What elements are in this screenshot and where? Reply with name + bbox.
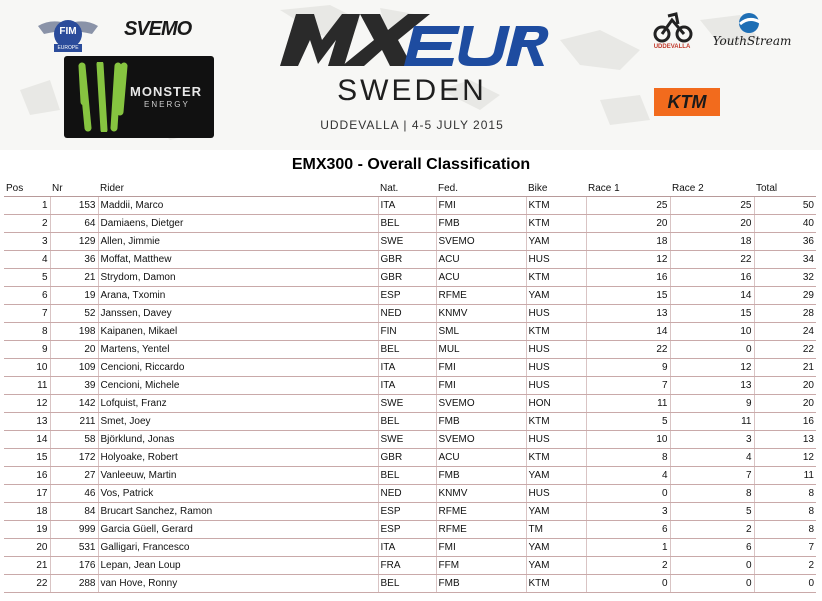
cell-bike: YAM [526,503,586,521]
cell-pos: 20 [4,539,50,557]
cell-fed: RFME [436,287,526,305]
cell-nr: 153 [50,197,98,215]
uddevalla-label: UDDEVALLA [653,44,691,50]
cell-race1: 1 [586,539,670,557]
cell-nat: ITA [378,197,436,215]
cell-total: 22 [754,341,816,359]
table-row [4,413,816,431]
cell-total: 20 [754,377,816,395]
cell-rider: Cencioni, Michele [98,377,378,395]
cell-race2: 12 [670,359,754,377]
cell-race1: 18 [586,233,670,251]
cell-total: 11 [754,467,816,485]
col-header-pos: Pos [4,180,50,197]
col-header-race2: Race 2 [670,180,754,197]
cell-nat: SWE [378,233,436,251]
cell-total: 8 [754,503,816,521]
cell-rider: Lepan, Jean Loup [98,557,378,575]
cell-rider: Martens, Yentel [98,341,378,359]
cell-pos: 15 [4,449,50,467]
cell-race2: 3 [670,431,754,449]
event-venue-date: UDDEVALLA | 4-5 JULY 2015 [320,118,504,132]
cell-bike: HON [526,395,586,413]
cell-total: 12 [754,449,816,467]
table-row [4,251,816,269]
results-table [4,180,816,593]
cell-nat: BEL [378,467,436,485]
table-row [4,575,816,593]
event-country: SWEDEN [337,74,487,107]
cell-race2: 7 [670,467,754,485]
cell-total: 13 [754,431,816,449]
svemo-label: SVEMO [124,18,192,40]
cell-nr: 52 [50,305,98,323]
table-row [4,467,816,485]
cell-fed: ACU [436,449,526,467]
cell-race2: 9 [670,395,754,413]
cell-race2: 5 [670,503,754,521]
cell-nat: ESP [378,503,436,521]
cell-nr: 36 [50,251,98,269]
cell-rider: Vanleeuw, Martin [98,467,378,485]
cell-nr: 84 [50,503,98,521]
cell-nr: 129 [50,233,98,251]
classification-title: EMX300 - Overall Classification [291,156,531,173]
cell-race2: 11 [670,413,754,431]
cell-fed: KNMV [436,305,526,323]
cell-bike: KTM [526,413,586,431]
col-header-nat: Nat. [378,180,436,197]
cell-race1: 20 [586,215,670,233]
cell-nr: 19 [50,287,98,305]
uddevalla-logo [650,8,694,56]
fim-europe-logo [36,14,100,54]
cell-pos: 21 [4,557,50,575]
fim-sub-label: EUROPE [57,45,79,51]
monster-sub-label: ENERGY [144,100,190,109]
cell-rider: Damiaens, Dietger [98,215,378,233]
cell-race2: 13 [670,377,754,395]
cell-fed: FMI [436,539,526,557]
table-row [4,305,816,323]
cell-race1: 22 [586,341,670,359]
cell-nr: 198 [50,323,98,341]
cell-nat: GBR [378,269,436,287]
cell-nr: 531 [50,539,98,557]
cell-pos: 13 [4,413,50,431]
cell-race1: 7 [586,377,670,395]
cell-pos: 10 [4,359,50,377]
cell-bike: HUS [526,251,586,269]
cell-race2: 10 [670,323,754,341]
table-row [4,197,816,215]
cell-race1: 0 [586,485,670,503]
cell-total: 8 [754,485,816,503]
cell-nr: 999 [50,521,98,539]
cell-fed: RFME [436,503,526,521]
cell-pos: 11 [4,377,50,395]
cell-race1: 8 [586,449,670,467]
table-row [4,359,816,377]
cell-bike: HUS [526,341,586,359]
cell-rider: Arana, Txomin [98,287,378,305]
cell-race2: 16 [670,269,754,287]
cell-pos: 22 [4,575,50,593]
cell-race1: 13 [586,305,670,323]
cell-rider: Allen, Jimmie [98,233,378,251]
cell-bike: HUS [526,305,586,323]
col-header-total: Total [754,180,816,197]
table-row [4,233,816,251]
cell-pos: 14 [4,431,50,449]
cell-bike: KTM [526,197,586,215]
cell-fed: FMB [436,215,526,233]
cell-rider: Lofquist, Franz [98,395,378,413]
cell-fed: KNMV [436,485,526,503]
cell-race1: 0 [586,575,670,593]
cell-nat: NED [378,305,436,323]
cell-nr: 288 [50,575,98,593]
cell-nat: NED [378,485,436,503]
cell-pos: 4 [4,251,50,269]
cell-pos: 5 [4,269,50,287]
table-row [4,269,816,287]
cell-race2: 14 [670,287,754,305]
cell-bike: HUS [526,377,586,395]
svemo-logo [124,18,214,42]
cell-race1: 14 [586,323,670,341]
table-header-row [4,180,816,197]
cell-total: 29 [754,287,816,305]
cell-total: 32 [754,269,816,287]
col-header-race1: Race 1 [586,180,670,197]
cell-bike: HUS [526,359,586,377]
col-header-bike: Bike [526,180,586,197]
cell-total: 2 [754,557,816,575]
cell-nat: GBR [378,251,436,269]
cell-fed: SVEMO [436,395,526,413]
cell-pos: 3 [4,233,50,251]
cell-nat: FRA [378,557,436,575]
cell-nat: BEL [378,341,436,359]
cell-pos: 19 [4,521,50,539]
cell-pos: 18 [4,503,50,521]
cell-race2: 22 [670,251,754,269]
cell-total: 7 [754,539,816,557]
cell-fed: SVEMO [436,431,526,449]
cell-race2: 0 [670,557,754,575]
cell-nat: ESP [378,521,436,539]
cell-bike: KTM [526,449,586,467]
cell-fed: MUL [436,341,526,359]
cell-total: 28 [754,305,816,323]
cell-fed: FMI [436,359,526,377]
cell-race2: 6 [670,539,754,557]
cell-pos: 8 [4,323,50,341]
cell-rider: Cencioni, Riccardo [98,359,378,377]
table-row [4,503,816,521]
table-row [4,395,816,413]
cell-race2: 25 [670,197,754,215]
cell-race1: 9 [586,359,670,377]
cell-fed: SML [436,323,526,341]
table-row [4,557,816,575]
cell-nr: 109 [50,359,98,377]
cell-nat: ITA [378,377,436,395]
cell-nat: SWE [378,395,436,413]
cell-pos: 6 [4,287,50,305]
cell-bike: HUS [526,431,586,449]
cell-nat: GBR [378,449,436,467]
cell-nr: 39 [50,377,98,395]
cell-pos: 17 [4,485,50,503]
cell-race1: 3 [586,503,670,521]
cell-race2: 0 [670,341,754,359]
cell-race2: 8 [670,485,754,503]
results-body [4,197,816,593]
header-banner [0,0,822,150]
cell-bike: KTM [526,215,586,233]
table-row [4,521,816,539]
table-row [4,485,816,503]
cell-pos: 9 [4,341,50,359]
cell-nat: SWE [378,431,436,449]
cell-pos: 7 [4,305,50,323]
cell-nr: 58 [50,431,98,449]
cell-total: 40 [754,215,816,233]
cell-rider: Vos, Patrick [98,485,378,503]
cell-bike: KTM [526,575,586,593]
cell-total: 50 [754,197,816,215]
table-row [4,287,816,305]
cell-rider: Garcia Güell, Gerard [98,521,378,539]
cell-rider: Galligari, Francesco [98,539,378,557]
cell-nat: ITA [378,359,436,377]
monster-label: MONSTER [130,84,202,99]
cell-fed: FMB [436,467,526,485]
mxeuro-logo [272,4,552,70]
ktm-label: KTM [667,92,707,112]
cell-race1: 16 [586,269,670,287]
cell-fed: FMB [436,413,526,431]
cell-total: 16 [754,413,816,431]
cell-race1: 25 [586,197,670,215]
cell-fed: FMI [436,377,526,395]
table-row [4,323,816,341]
cell-bike: YAM [526,557,586,575]
cell-rider: Moffat, Matthew [98,251,378,269]
cell-bike: YAM [526,287,586,305]
table-row [4,215,816,233]
cell-fed: ACU [436,251,526,269]
cell-race1: 5 [586,413,670,431]
cell-nat: BEL [378,575,436,593]
cell-pos: 12 [4,395,50,413]
cell-rider: Strydom, Damon [98,269,378,287]
cell-race2: 18 [670,233,754,251]
col-header-nr: Nr [50,180,98,197]
cell-nat: ESP [378,287,436,305]
table-row [4,539,816,557]
table-row [4,341,816,359]
cell-race1: 15 [586,287,670,305]
cell-nr: 172 [50,449,98,467]
cell-nat: ITA [378,539,436,557]
cell-bike: TM [526,521,586,539]
col-header-fed: Fed. [436,180,526,197]
cell-race1: 12 [586,251,670,269]
cell-rider: Brucart Sanchez, Ramon [98,503,378,521]
cell-nr: 20 [50,341,98,359]
cell-total: 8 [754,521,816,539]
cell-bike: KTM [526,269,586,287]
cell-race1: 2 [586,557,670,575]
cell-pos: 2 [4,215,50,233]
table-row [4,431,816,449]
mxeuro-text [272,0,273,1]
cell-race1: 4 [586,467,670,485]
cell-race2: 0 [670,575,754,593]
cell-bike: HUS [526,485,586,503]
cell-nr: 64 [50,215,98,233]
cell-nr: 27 [50,467,98,485]
cell-pos: 16 [4,467,50,485]
cell-race2: 15 [670,305,754,323]
cell-race1: 6 [586,521,670,539]
cell-fed: FMB [436,575,526,593]
cell-total: 34 [754,251,816,269]
cell-fed: FMI [436,197,526,215]
cell-fed: SVEMO [436,233,526,251]
cell-fed: RFME [436,521,526,539]
cell-rider: van Hove, Ronny [98,575,378,593]
cell-bike: YAM [526,467,586,485]
ktm-logo [654,88,720,116]
cell-nat: BEL [378,413,436,431]
cell-total: 24 [754,323,816,341]
monster-energy-logo [64,56,214,138]
table-row [4,377,816,395]
cell-pos: 1 [4,197,50,215]
youthstream-logo [712,12,792,52]
cell-nat: FIN [378,323,436,341]
cell-total: 21 [754,359,816,377]
cell-nr: 142 [50,395,98,413]
cell-total: 36 [754,233,816,251]
cell-total: 0 [754,575,816,593]
cell-bike: KTM [526,323,586,341]
cell-nr: 176 [50,557,98,575]
cell-rider: Holyoake, Robert [98,449,378,467]
cell-race2: 4 [670,449,754,467]
cell-rider: Kaipanen, Mikael [98,323,378,341]
youthstream-label: YouthStream [712,34,792,48]
cell-rider: Smet, Joey [98,413,378,431]
cell-race2: 20 [670,215,754,233]
cell-total: 20 [754,395,816,413]
cell-nat: BEL [378,215,436,233]
cell-bike: YAM [526,539,586,557]
cell-nr: 46 [50,485,98,503]
cell-nr: 21 [50,269,98,287]
cell-race2: 2 [670,521,754,539]
cell-rider: Björklund, Jonas [98,431,378,449]
cell-race1: 11 [586,395,670,413]
cell-bike: YAM [526,233,586,251]
cell-rider: Maddii, Marco [98,197,378,215]
table-row [4,449,816,467]
cell-fed: ACU [436,269,526,287]
fim-label: FIM [59,26,77,37]
cell-race1: 10 [586,431,670,449]
col-header-rider: Rider [98,180,378,197]
cell-rider: Janssen, Davey [98,305,378,323]
cell-nr: 211 [50,413,98,431]
cell-fed: FFM [436,557,526,575]
